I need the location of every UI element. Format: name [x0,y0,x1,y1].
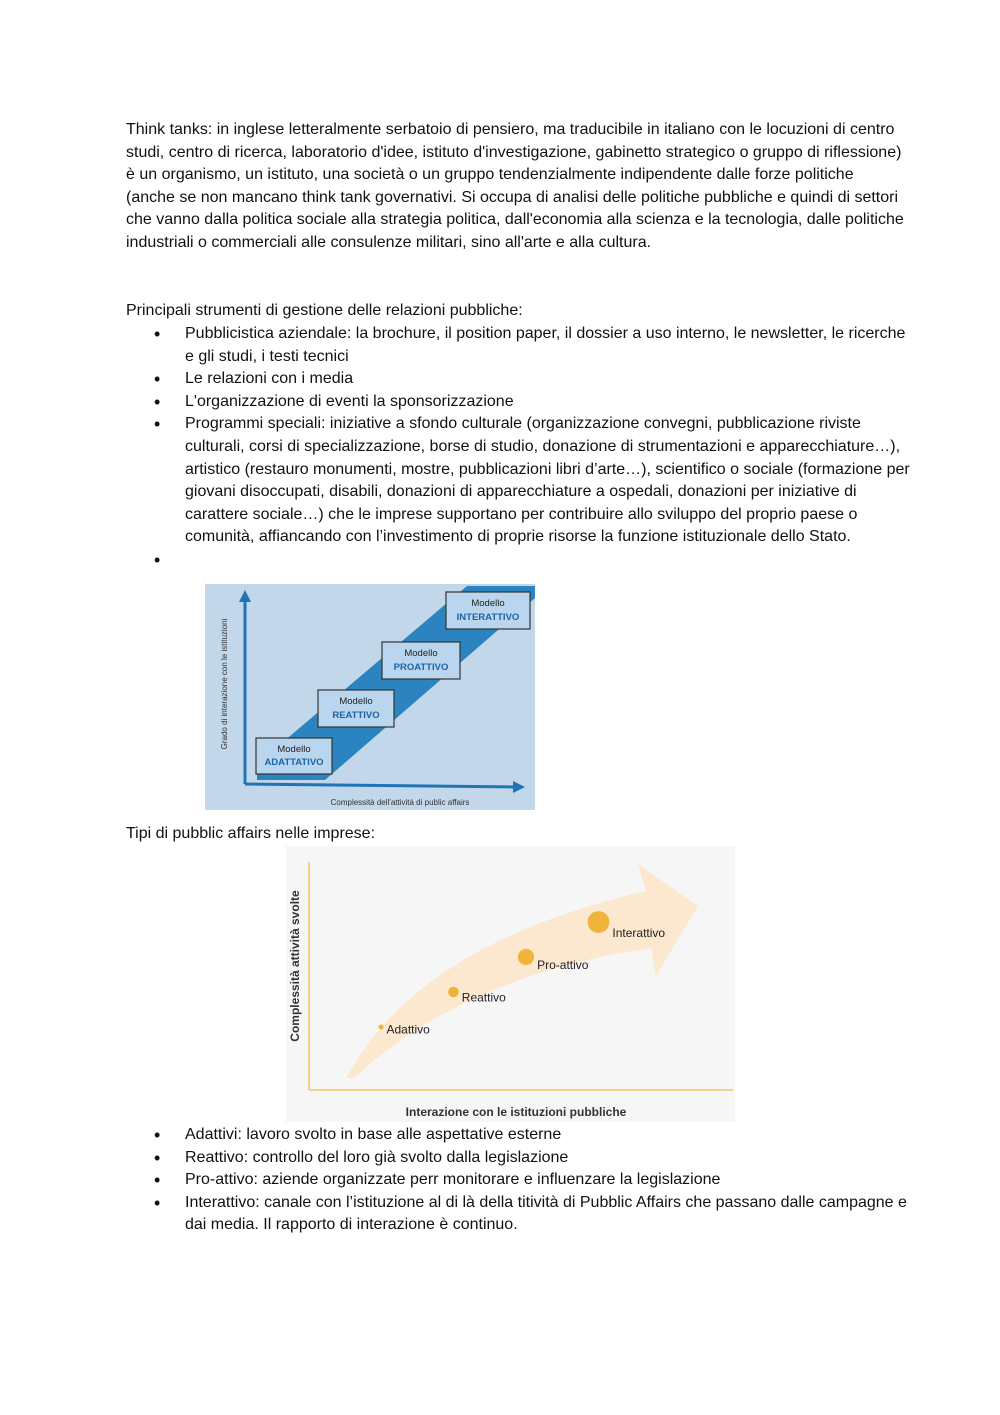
chart-point-adattivo [379,1025,384,1030]
chart-point-label: Pro-attivo [537,958,589,973]
list-item: • Pro-attivo: aziende organizzate perr monitorare e influenzare la legislazione [126,1169,916,1192]
model-box-name: PROATTIVO [393,662,449,673]
pr-tools-heading: Principali strumenti di gestione delle relazioni pubbliche: [126,302,523,319]
models-diagram [205,584,535,810]
chart-point-label: Reattivo [461,990,506,1005]
model-box-interattivo [446,592,530,629]
model-box-top-label: Modello [277,744,311,755]
chart-point-label: Adattivo [386,1022,430,1037]
chart-point-label: Interattivo [612,925,666,940]
chart-point-pro-attivo [518,949,534,965]
pr-tools-list [126,323,916,572]
chart-point-reattivo [448,987,459,998]
list-item-empty [126,549,916,572]
y-axis-label: Complessità attività svolte [288,890,302,1042]
x-axis-label: Interazione con le istituzioni pubbliche [405,1105,627,1119]
model-box-proattivo [382,642,460,679]
pa-types-list [126,1124,916,1237]
pa-types-heading: Tipi di pubblic affairs nelle imprese: [126,825,376,842]
list-item: • Le relazioni con i media [126,368,916,391]
list-item: • L'organizzazione di eventi la sponsorizzazione [126,391,916,414]
x-axis-label: Complessità dell'attività di public affairs [330,798,470,807]
pa-types-chart [286,846,735,1122]
model-box-name: REATTIVO [332,710,380,721]
list-item: • Adattivi: lavoro svolto in base alle aspettative esterne [126,1124,916,1147]
model-box-top-label: Modello [404,648,438,659]
list-item: • Pubblicistica aziendale: la brochure, il position paper, il dossier a uso interno, le newsletter, le ricerche e gli studi, i testi tecnici [126,323,916,368]
model-box-top-label: Modello [471,598,505,609]
chart-point-interattivo [588,911,610,933]
model-box-name: INTERATTIVO [456,612,520,623]
model-box-adattativo [256,738,332,774]
list-item: • Reattivo: controllo del loro già svolto dalla legislazione [126,1147,916,1170]
model-box-reattivo [318,690,394,727]
model-box-top-label: Modello [339,696,373,707]
list-item: • Interattivo: canale con l’istituzione al di là della titività di Pubblic Affairs che passano dalle campagne e dai media. Il rapporto di interazione è continuo. [126,1192,916,1237]
list-item: • Programmi speciali: iniziative a sfondo culturale (organizzazione convegni, pubblicazione riviste culturali, corsi di specializzazione, borse di studio, donazione di strumentazioni e apparecchiature…), artistico (restauro monumenti, mostre, pubblicazioni libri d’arte…), scientifico o sociale (formazione per giovani disoccupati, disabili, donazioni di apparecchiature a ospedali, donazioni per iniziative di carattere sociale…) che le imprese supportano per contribuire allo sviluppo del proprio paese o comunità, affiancando con l’investimento di proprie risorse la funzione istituzionale dello Stato. [126,413,916,549]
model-box-name: ADATTATIVO [264,757,324,768]
y-axis-label: Grado di interazione con le istituzioni [220,618,229,750]
think-tanks-paragraph: Think tanks: in inglese letteralmente serbatoio di pensiero, ma traducibile in italiano con le locuzioni di centro studi, centro di ricerca, laboratorio d'idee, istituto d'investigazione, gabinetto strategico o gruppo di riflessione) è un organismo, un istituto, una società o un gruppo tendenzialmente indipendente dalle forze politiche (anche se non mancano think tank governativi. Si occupa di analisi delle politiche pubbliche e quindi di settori che vanno dalla politica sociale alla strategia politica, dall'economia alla scienza e la tecnologia, dalle politiche industriali o commerciali alle consulenze militari, sino all'arte e alla cultura. [126,121,904,251]
